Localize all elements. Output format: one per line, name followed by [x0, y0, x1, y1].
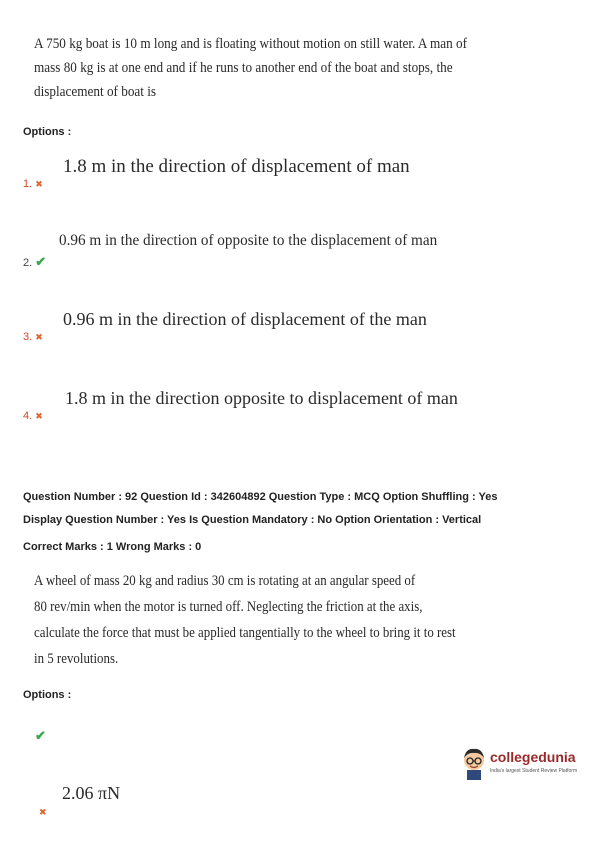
option-3-number: 3. ✖: [23, 331, 43, 343]
question-1-line: mass 80 kg is at one end and if he runs to another end of the boat and stops, the: [34, 60, 453, 76]
option-4-number: 4. ✖: [23, 410, 43, 422]
logo-name: collegedunia: [490, 749, 576, 765]
question-1-line: A 750 kg boat is 10 m long and is floating without motion on still water. A man of: [34, 36, 468, 52]
cross-icon: ✖: [39, 807, 47, 817]
question-2-line: 80 rev/min when the motor is turned off. Neglecting the friction at the axis,: [34, 599, 423, 615]
option-2-number: 2. ✔: [23, 254, 47, 269]
option-3-text: 0.96 m in the direction of displacement of the man: [63, 309, 427, 329]
question-1-line: displacement of boat is: [34, 84, 157, 100]
question-marks-line: Correct Marks : 1 Wrong Marks : 0: [23, 541, 202, 553]
option-2-status: [36, 806, 47, 818]
question-meta-line-2: Display Question Number : Yes Is Question Mandatory : No Option Orientation : Vertical: [23, 514, 482, 526]
question-2-line: in 5 revolutions.: [34, 651, 119, 667]
option-1-text: 1.8 m in the direction of displacement of man: [63, 156, 410, 177]
question-2-text: [34, 569, 456, 673]
check-icon: ✔: [35, 728, 46, 743]
question-meta-line-1: Question Number : 92 Question Id : 342604892 Question Type : MCQ Option Shuffling : Yes: [23, 491, 498, 503]
options-heading: Options :: [23, 126, 72, 138]
option-2-text: 0.96 m in the direction of opposite to the displacement of man: [59, 232, 438, 249]
collegedunia-logo: [460, 744, 580, 784]
option-2-text: 2.06 πN: [62, 783, 121, 803]
question-1-text: [34, 32, 468, 104]
question-2-line: A wheel of mass 20 kg and radius 30 cm is rotating at an angular speed of: [34, 573, 416, 589]
cross-icon: ✖: [35, 332, 43, 342]
option-4-text: 1.8 m in the direction opposite to displacement of man: [65, 388, 458, 408]
option-1-status: [32, 728, 46, 744]
question-2-line: calculate the force that must be applied tangentially to the wheel to bring it to rest: [34, 625, 456, 641]
mascot-icon: [460, 746, 488, 780]
logo-tagline: India's largest Student Review Platform: [490, 768, 578, 774]
option-1-number: 1. ✖: [23, 178, 43, 190]
check-icon: ✔: [35, 254, 47, 269]
options-heading: Options :: [23, 689, 72, 701]
cross-icon: ✖: [35, 411, 43, 421]
cross-icon: ✖: [35, 179, 43, 189]
